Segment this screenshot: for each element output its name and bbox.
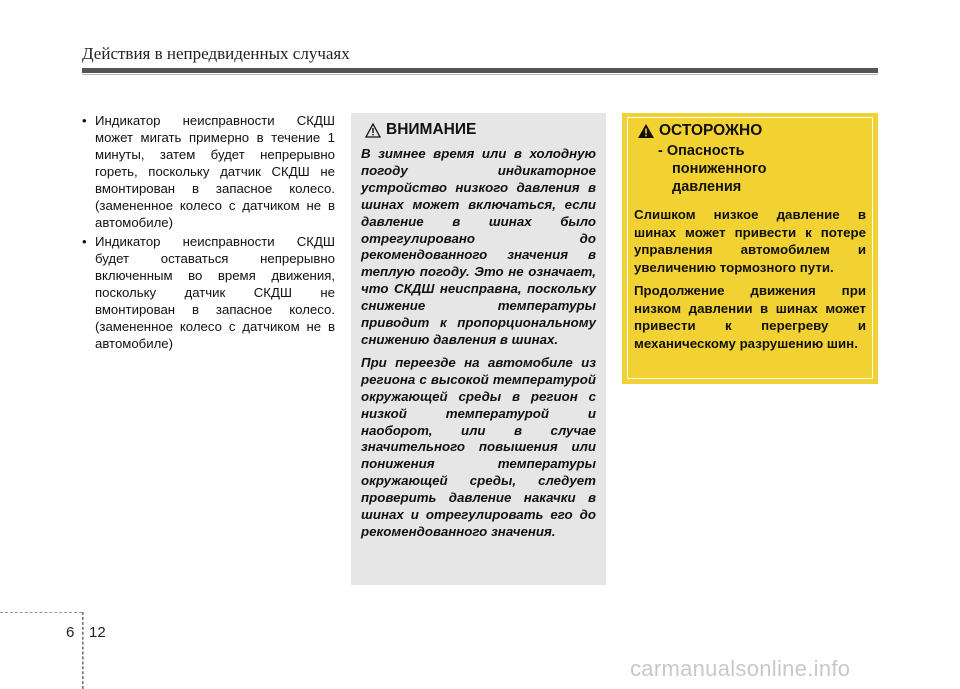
bullet-text-1: Индикатор неисправности СКДШ может мигать примерно в течение 1 минуты, затем будет непрерывно гореть, поскольку датчик СКДШ не вмонтирован в запасное колесо. (замененное колесо с датчиком не в автомобиле) [95, 113, 335, 230]
warning-box [622, 113, 878, 384]
warning-subtitle-line3: давления [672, 179, 742, 195]
warning-paragraph-1: Слишком низкое давление в шинах может привести к потере управления автомобилем и увеличению тормозного пути. [634, 207, 866, 275]
footer-divider [0, 612, 82, 613]
header-rule [82, 68, 878, 73]
bullet-dot: • [82, 234, 87, 249]
warning-subtitle-line2: пониженного [672, 161, 767, 177]
warning-triangle-icon [365, 123, 381, 138]
warning-paragraph-2: Продолжение движения при низком давлении в шинах может привести к перегреву и механическому разрушению шин. [634, 283, 866, 351]
bullet-dot: • [82, 113, 87, 128]
warning-subtitle [658, 142, 866, 196]
bullet-item-1 [78, 112, 335, 231]
page-section-title: Действия в непредвиденных случаях [82, 44, 350, 63]
page-chapter-number: 6 [66, 624, 75, 641]
bullet-text-2: Индикатор неисправности СКДШ будет оставаться непрерывно включенным во время движения, поскольку датчик СКДШ не вмонтирован в запасное колесо. (замененное колесо с датчиком не в автомобиле) [95, 234, 335, 351]
header-rule-thin [82, 74, 878, 75]
footer-vertical-rule-2 [83, 612, 84, 689]
warning-header [637, 122, 866, 140]
caution-header [365, 121, 596, 139]
caution-paragraph-2: При переезде на автомобиле из региона с высокой температурой окружающей среды в регион с низкой температурой и наоборот, или в случае значительного повышения или понижения температуры окружающей среды, следует проверить давление накачки в шинах и отрегулировать его до рекомендованного значения. [361, 354, 596, 539]
warning-subtitle-line1: - Опасность [658, 143, 745, 159]
caution-box [351, 113, 606, 585]
bullet-item-2 [78, 233, 335, 352]
left-column-text [78, 112, 335, 354]
warning-title: ОСТОРОЖНО [659, 122, 763, 139]
caution-paragraph-1: В зимнее время или в холодную погоду индикаторное устройство низкого давления в шинах может включаться, если давление в шинах было отрегулировано до рекомендованного значения в теплую погоду. Это не означает, что СКДШ неисправна, поскольку снижение температуры приводит к пропорциональному снижению давления в шинах. [361, 146, 596, 347]
page-number: 12 [89, 624, 106, 641]
site-watermark: carmanualsonline.info [630, 656, 851, 681]
caution-title: ВНИМАНИЕ [386, 121, 477, 138]
warning-triangle-filled-icon [637, 123, 655, 139]
